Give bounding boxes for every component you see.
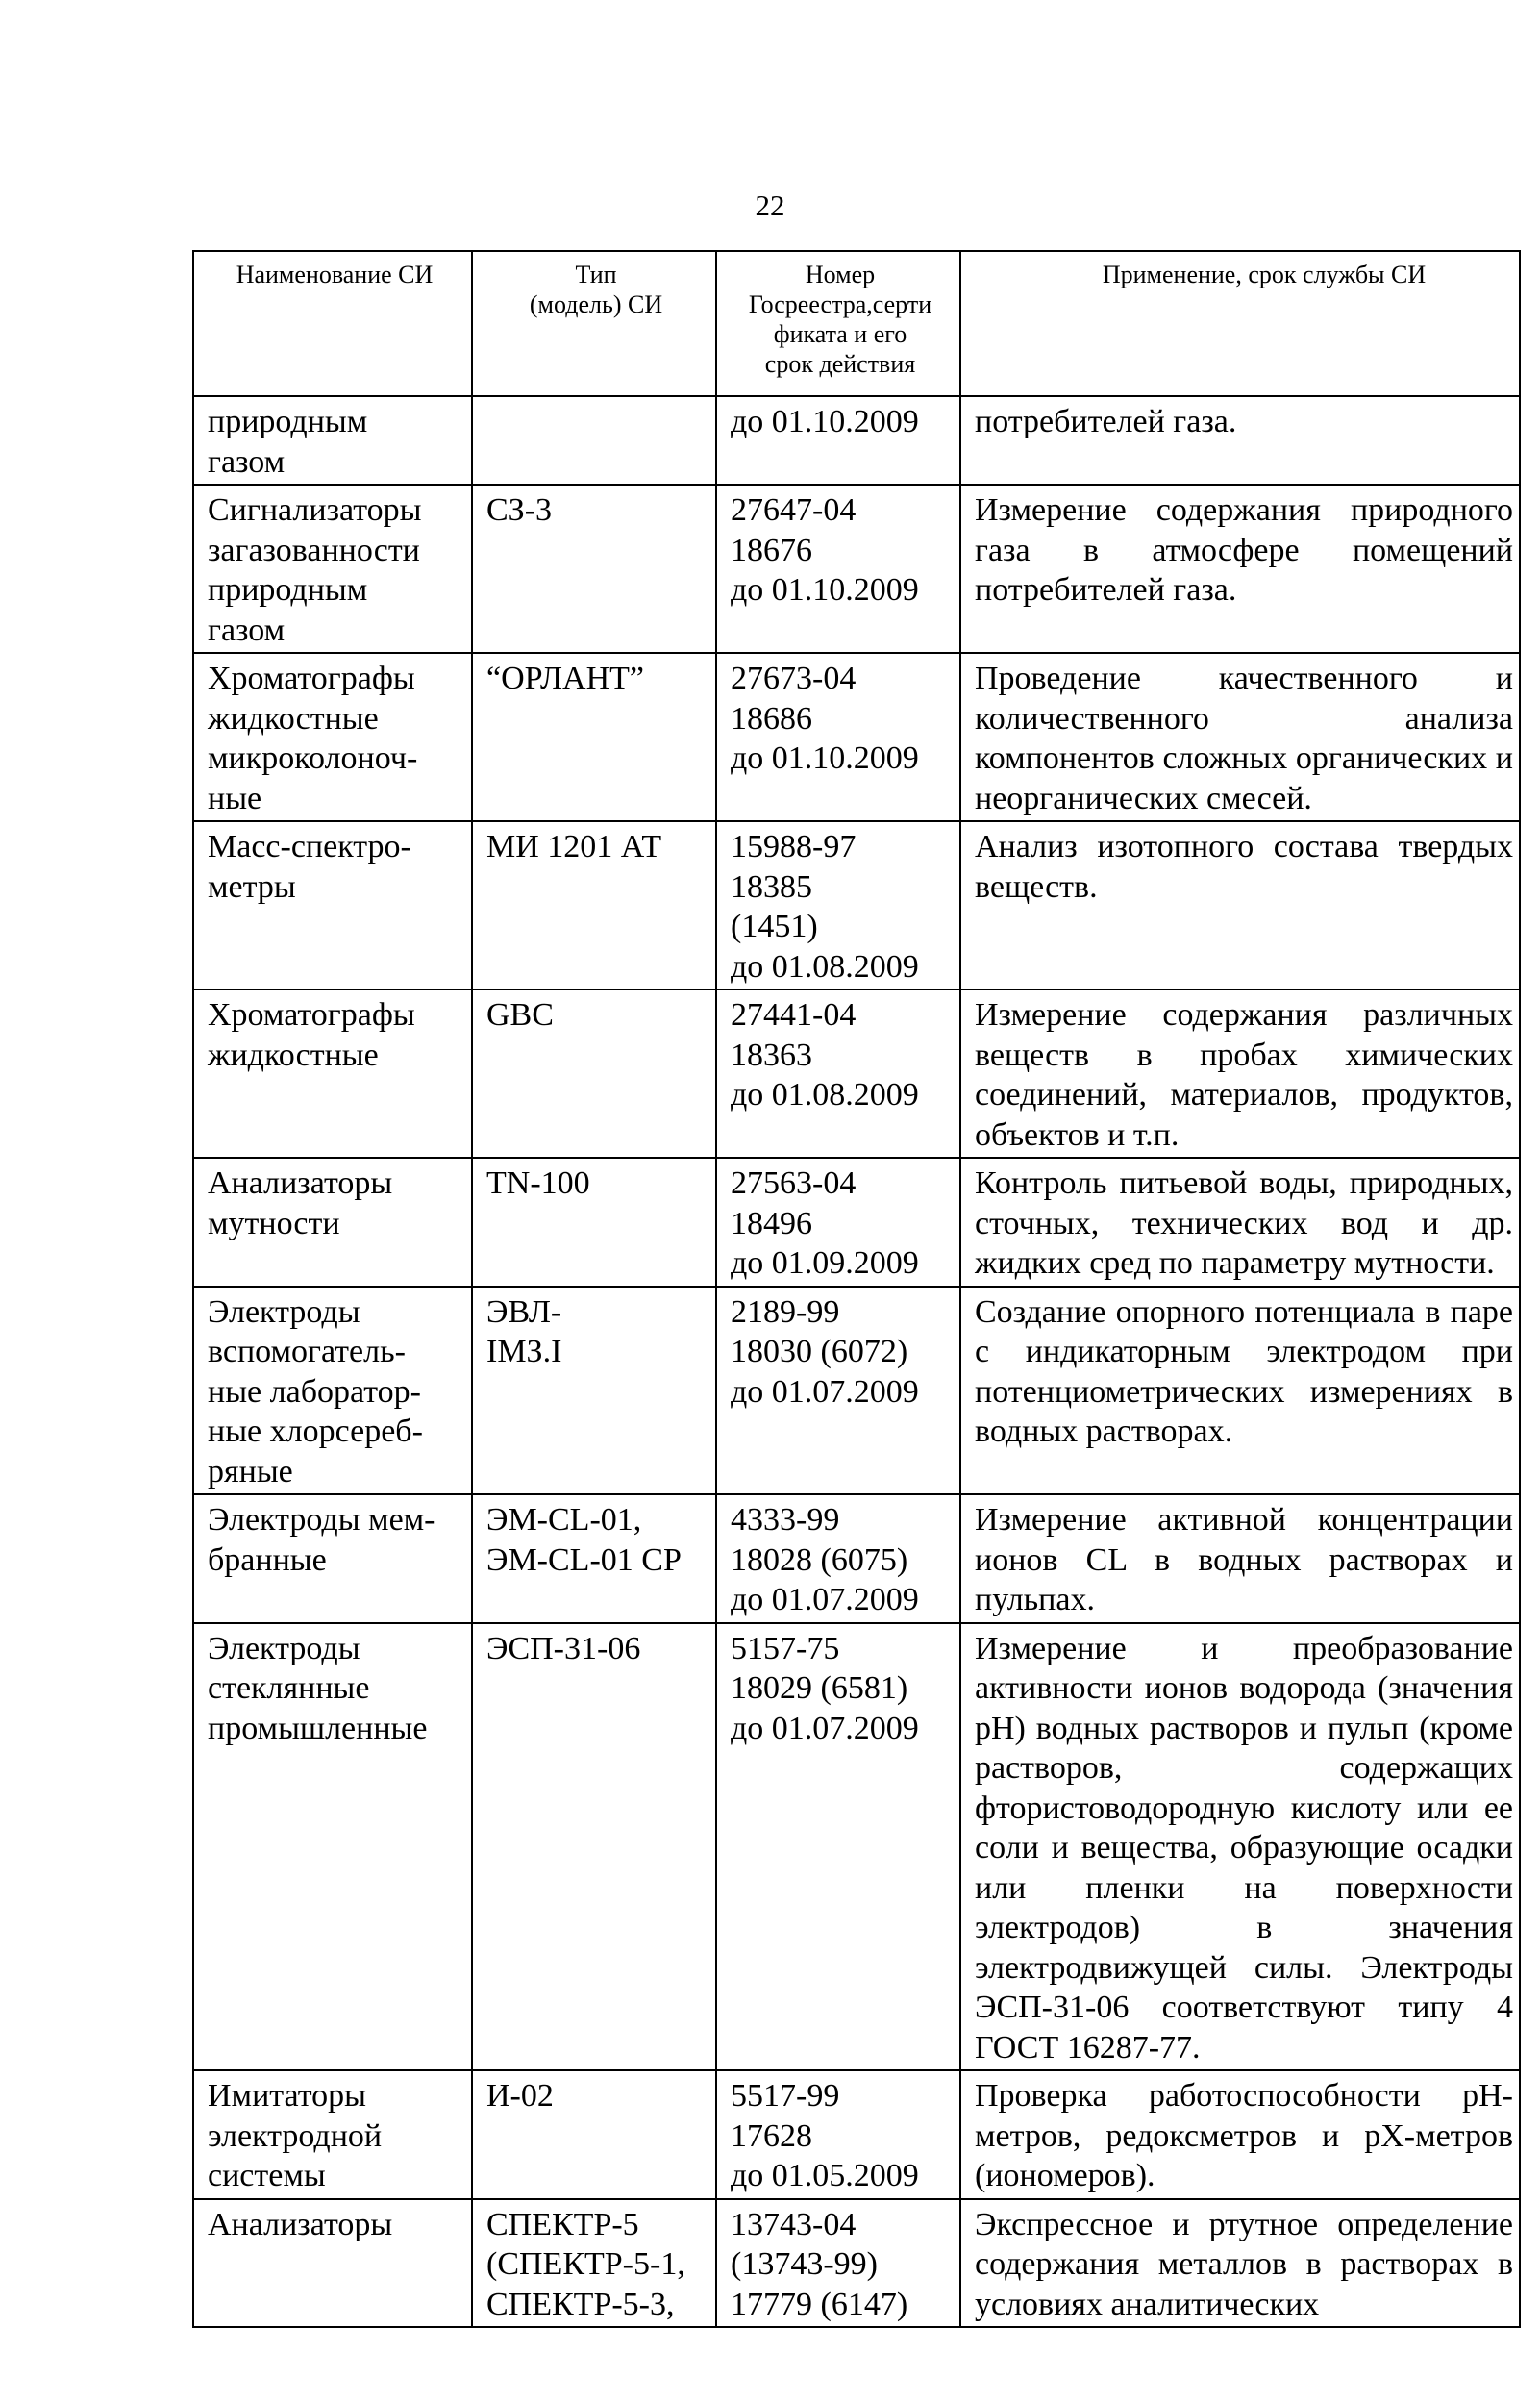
cell-name-line: Имитаторы (208, 2078, 367, 2114)
cell-type (472, 1623, 716, 2071)
cell-application: Создание опорного потенциала в паре с индикаторным электродом при потенциометрических измерениях в водных растворах. (960, 1287, 1520, 1495)
table-row (193, 989, 1520, 1158)
cell-name (193, 396, 472, 485)
cell-name-line: Электроды мем- (208, 1502, 435, 1538)
cell-application: потребителей газа. (960, 396, 1520, 485)
cell-registry-line: 17779 (6147) (731, 2286, 908, 2322)
cell-type (472, 1494, 716, 1623)
cell-name-line: промышленные (208, 1710, 428, 1746)
cell-registry (716, 2070, 960, 2199)
cell-type-line: СЗ-3 (486, 492, 553, 528)
cell-registry-line: до 01.08.2009 (731, 1077, 919, 1113)
cell-application: Проверка работоспособности pH-метров, редоксметров и pX-метров (иономеров). (960, 2070, 1520, 2199)
cell-name-line: природным (208, 404, 368, 439)
cell-name (193, 653, 472, 821)
table-row (193, 396, 1520, 485)
cell-registry (716, 821, 960, 989)
cell-registry-line: до 01.07.2009 (731, 1373, 919, 1410)
cell-type-line: И-02 (486, 2078, 554, 2114)
cell-name-line: Сигнализаторы (208, 492, 422, 528)
cell-name (193, 2070, 472, 2199)
cell-name-line: ные хлорсереб- (208, 1414, 423, 1449)
cell-registry-line: 2189-99 (731, 1293, 840, 1330)
cell-registry-line: 18496 (731, 1205, 812, 1241)
cell-registry (716, 1494, 960, 1623)
cell-name-line: жидкостные (208, 1037, 379, 1073)
cell-registry (716, 1287, 960, 1495)
header-type-line: (модель) СИ (529, 290, 663, 318)
cell-application: Контроль питьевой воды, природных, сточных, технических вод и др. жидких сред по параметру мутности. (960, 1158, 1520, 1287)
cell-registry-line: 4333-99 (731, 1502, 840, 1538)
cell-registry-line: (1451) (731, 909, 818, 944)
cell-registry (716, 485, 960, 653)
cell-registry-line: до 01.10.2009 (731, 572, 919, 608)
cell-type-line: ЭВЛ- (486, 1293, 562, 1330)
header-registry (716, 251, 960, 396)
cell-name-line: жидкостные (208, 700, 379, 737)
cell-name-line: микроколоноч- (208, 740, 418, 776)
cell-name (193, 1494, 472, 1623)
cell-registry (716, 989, 960, 1158)
cell-name-line: Анализаторы (208, 1165, 393, 1201)
cell-registry-line: 27647-04 (731, 492, 857, 528)
cell-registry-line: 18029 (6581) (731, 1670, 908, 1706)
cell-name-line: Электроды (208, 1630, 360, 1666)
table-row (193, 1623, 1520, 2071)
cell-name (193, 1287, 472, 1495)
cell-application: Экспрессное и ртутное определение содержания металлов в растворах в условиях аналитических (960, 2199, 1520, 2328)
cell-type-line: GBC (486, 997, 554, 1033)
cell-name (193, 989, 472, 1158)
cell-name (193, 1623, 472, 2071)
cell-registry-line: 18030 (6072) (731, 1334, 908, 1369)
cell-name-line: природным (208, 572, 368, 608)
cell-type-line: МИ 1201 АТ (486, 829, 662, 864)
cell-type (472, 1287, 716, 1495)
cell-registry-line: до 01.07.2009 (731, 1582, 919, 1617)
cell-registry-line: 18028 (6075) (731, 1541, 908, 1578)
cell-name-line: ные лаборатор- (208, 1373, 421, 1410)
cell-registry-line: до 01.05.2009 (731, 2158, 919, 2193)
cell-name-line: вспомогатель- (208, 1334, 406, 1369)
cell-name-line: газом (208, 612, 286, 648)
cell-registry-line: 27563-04 (731, 1165, 857, 1201)
cell-type-line: СПЕКТР-5 (486, 2206, 639, 2242)
cell-type (472, 485, 716, 653)
header-application (960, 251, 1520, 396)
table-row (193, 821, 1520, 989)
table-row (193, 1158, 1520, 1287)
cell-registry-line: 18363 (731, 1037, 812, 1073)
cell-name-line: системы (208, 2158, 326, 2193)
cell-type-line: IМЗ.I (486, 1334, 562, 1369)
cell-registry-line: до 01.07.2009 (731, 1710, 919, 1746)
header-registry-line: Госреестра,серти (748, 290, 932, 318)
cell-type (472, 1158, 716, 1287)
cell-name-line: Электроды (208, 1293, 360, 1330)
cell-registry (716, 653, 960, 821)
header-type (472, 251, 716, 396)
header-name (193, 251, 472, 396)
cell-application: Измерение содержания различных веществ в пробах химических соединений, материалов, продуктов, объектов и т.п. (960, 989, 1520, 1158)
cell-application: Анализ изотопного состава твердых веществ. (960, 821, 1520, 989)
cell-type-line: ЭСП-31-06 (486, 1630, 641, 1666)
cell-name-line: мутности (208, 1205, 340, 1241)
cell-type-line: СПЕКТР-5-3, (486, 2286, 675, 2322)
cell-type-line: ЭМ-CL-01 СР (486, 1541, 682, 1578)
cell-registry-line: 18676 (731, 532, 812, 568)
cell-application: Проведение качественного и количественного анализа компонентов сложных органических и неорганических смесей. (960, 653, 1520, 821)
page-number: 22 (755, 188, 785, 222)
cell-name-line: Хроматографы (208, 661, 415, 696)
table-row (193, 653, 1520, 821)
table-row (193, 485, 1520, 653)
cell-name-line: загазованности (208, 532, 420, 568)
table-row (193, 2199, 1520, 2328)
table-row (193, 1494, 1520, 1623)
cell-name-line: метры (208, 868, 296, 905)
cell-type-line: (СПЕКТР-5-1, (486, 2246, 685, 2282)
cell-name-line: Хроматографы (208, 997, 415, 1033)
cell-type (472, 821, 716, 989)
cell-registry-line: до 01.09.2009 (731, 1245, 919, 1281)
cell-name-line: газом (208, 443, 286, 480)
cell-type (472, 2199, 716, 2328)
cell-application: Измерение и преобразование активности ионов водорода (значения pH) водных растворов и пульп (кроме растворов, содержащих фтористоводородную кислоту или ее соли и вещества, образующие осадки или пленки на поверхности электродов) в значения электродвижущей силы. Электроды ЭСП-31-06 соответствуют типу 4 ГОСТ 16287-77. (960, 1623, 1520, 2071)
cell-name-line: электродной (208, 2117, 383, 2154)
cell-name (193, 821, 472, 989)
table-row (193, 1287, 1520, 1495)
cell-type-line: TN-100 (486, 1165, 590, 1201)
table-header-row (193, 251, 1520, 396)
cell-name (193, 2199, 472, 2328)
cell-name (193, 1158, 472, 1287)
cell-name-line: ряные (208, 1453, 293, 1490)
header-registry-line: срок действия (764, 350, 916, 378)
cell-registry-line: 15988-97 (731, 829, 857, 864)
cell-registry-line: 13743-04 (731, 2206, 857, 2242)
cell-type (472, 2070, 716, 2199)
cell-registry-line: 27441-04 (731, 997, 857, 1033)
cell-type (472, 989, 716, 1158)
cell-name-line: бранные (208, 1541, 327, 1578)
cell-name-line: ные (208, 780, 262, 816)
cell-application: Измерение активной концентрации ионов CL в водных растворах и пульпах. (960, 1494, 1520, 1623)
cell-type-line: “ОРЛАНТ” (486, 661, 645, 696)
cell-registry (716, 396, 960, 485)
cell-registry-line: 27673-04 (731, 661, 857, 696)
cell-name-line: Анализаторы (208, 2206, 393, 2242)
cell-registry-line: 5517-99 (731, 2078, 840, 2114)
cell-registry-line: до 01.08.2009 (731, 948, 919, 985)
cell-type (472, 396, 716, 485)
cell-registry-line: 5157-75 (731, 1630, 840, 1666)
table-row (193, 2070, 1520, 2199)
cell-registry (716, 2199, 960, 2328)
cell-registry (716, 1623, 960, 2071)
cell-type (472, 653, 716, 821)
cell-registry-line: (13743-99) (731, 2246, 878, 2282)
header-registry-line: Номер (805, 261, 876, 288)
cell-name (193, 485, 472, 653)
header-name-line: Наименование СИ (236, 261, 434, 288)
cell-name-line: Масс-спектро- (208, 829, 411, 864)
cell-name-line: стеклянные (208, 1670, 370, 1706)
instruments-table (192, 250, 1521, 2328)
cell-registry-line: 18385 (731, 868, 812, 905)
cell-registry (716, 1158, 960, 1287)
cell-registry-line: до 01.10.2009 (731, 404, 919, 439)
header-type-line: Тип (575, 261, 617, 288)
cell-application: Измерение содержания природного газа в атмосфере помещений потребителей газа. (960, 485, 1520, 653)
header-application-line: Применение, срок службы СИ (1102, 261, 1427, 288)
cell-registry-line: до 01.10.2009 (731, 740, 919, 776)
cell-type-line: ЭМ-CL-01, (486, 1502, 642, 1538)
header-registry-line: фиката и его (773, 320, 907, 348)
cell-registry-line: 17628 (731, 2117, 812, 2154)
cell-registry-line: 18686 (731, 700, 812, 737)
